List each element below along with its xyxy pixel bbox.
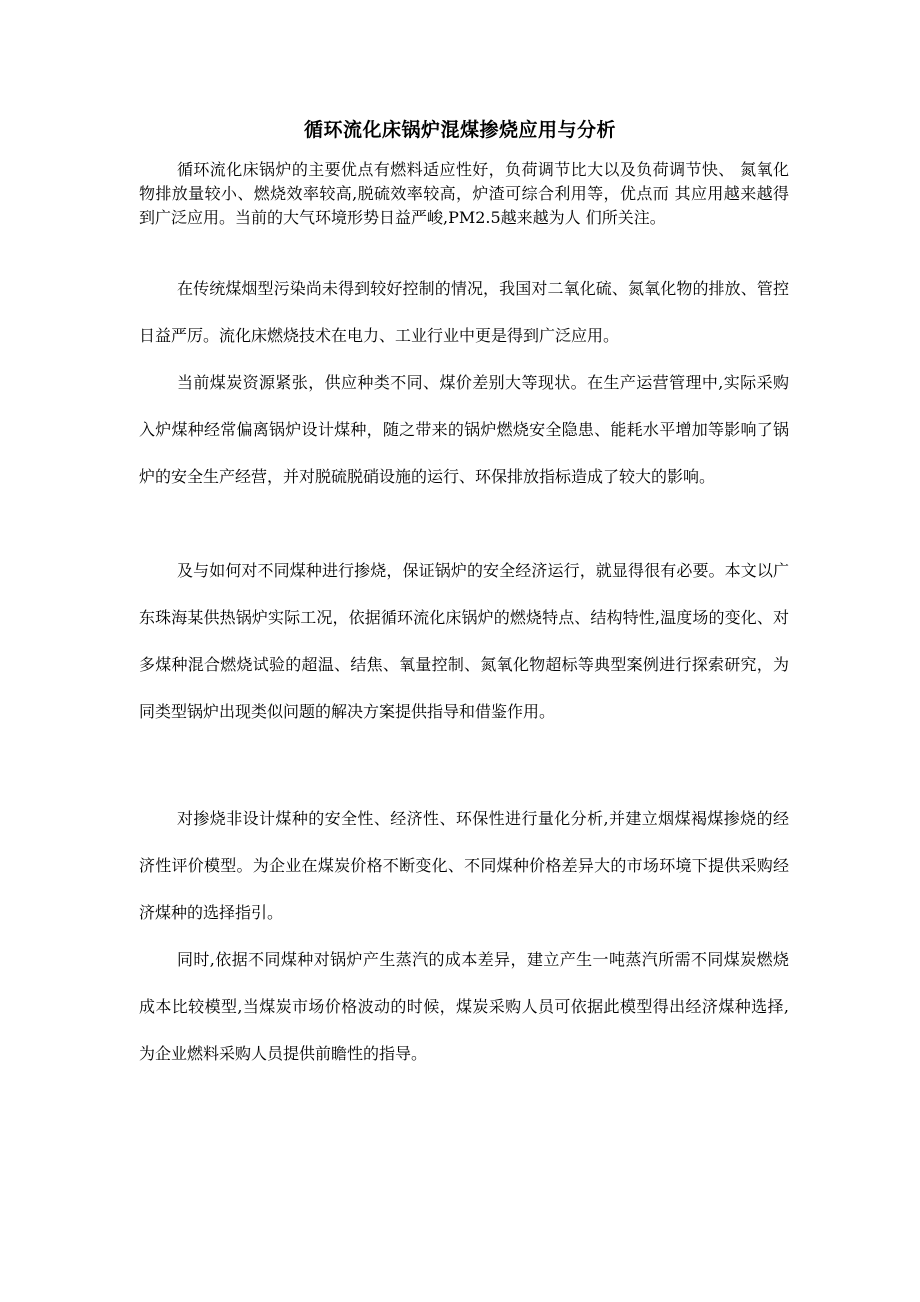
paragraph-intro: 循环流化床锅炉的主要优点有燃料适应性好，负荷调节比大以及负荷调节快、 氮氧化物排放量较小、燃烧效率较高,脱硫效率较高，炉渣可综合利用等，优点而 其应用越来越得到广泛应用。当前的大气环境形势日益严峻,PM2.5越来越为人 们所关注。 [139, 160, 789, 227]
paragraph-cost-model: 同时,依据不同煤种对锅炉产生蒸汽的成本差异，建立产生一吨蒸汽所需不同煤炭燃烧成本比较模型,当煤炭市场价格波动的时候，煤炭采购人员可依据此模型得出经济煤种选择,为企业燃料采购人员提供前瞻性的指导。 [139, 950, 789, 1063]
paragraph-blending-study: 及与如何对不同煤种进行掺烧，保证锅炉的安全经济运行，就显得很有必要。本文以广东珠海某供热锅炉实际工况，依据循环流化床锅炉的燃烧特点、结构特性,温度场的变化、对多煤种混合燃烧试验的超温、结焦、氧量控制、氮氧化物超标等典型案例进行探索研究，为同类型锅炉出现类似问题的解决方案提供指导和借鉴作用。 [139, 561, 789, 721]
paragraph-pollution-control: 在传统煤烟型污染尚未得到较好控制的情况，我国对二氧化硫、氮氧化物的排放、管控日益严厉。流化床燃烧技术在电力、工业行业中更是得到广泛应用。 [139, 279, 789, 345]
paragraph-economic-model: 对掺烧非设计煤种的安全性、经济性、环保性进行量化分析,并建立烟煤褐煤掺烧的经济性评价模型。为企业在煤炭价格不断变化、不同煤种价格差异大的市场环境下提供采购经济煤种的选择指引。 [139, 809, 789, 922]
document-title: 循环流化床锅炉混煤掺烧应用与分析 [303, 118, 616, 141]
paragraph-coal-supply: 当前煤炭资源紧张，供应种类不同、煤价差别大等现状。在生产运营管理中,实际采购入炉煤种经常偏离锅炉设计煤种，随之带来的锅炉燃烧安全隐患、能耗水平增加等影响了锅炉的安全生产经营，并对脱硫脱硝设施的运行、环保排放指标造成了较大的影响。 [139, 373, 789, 486]
